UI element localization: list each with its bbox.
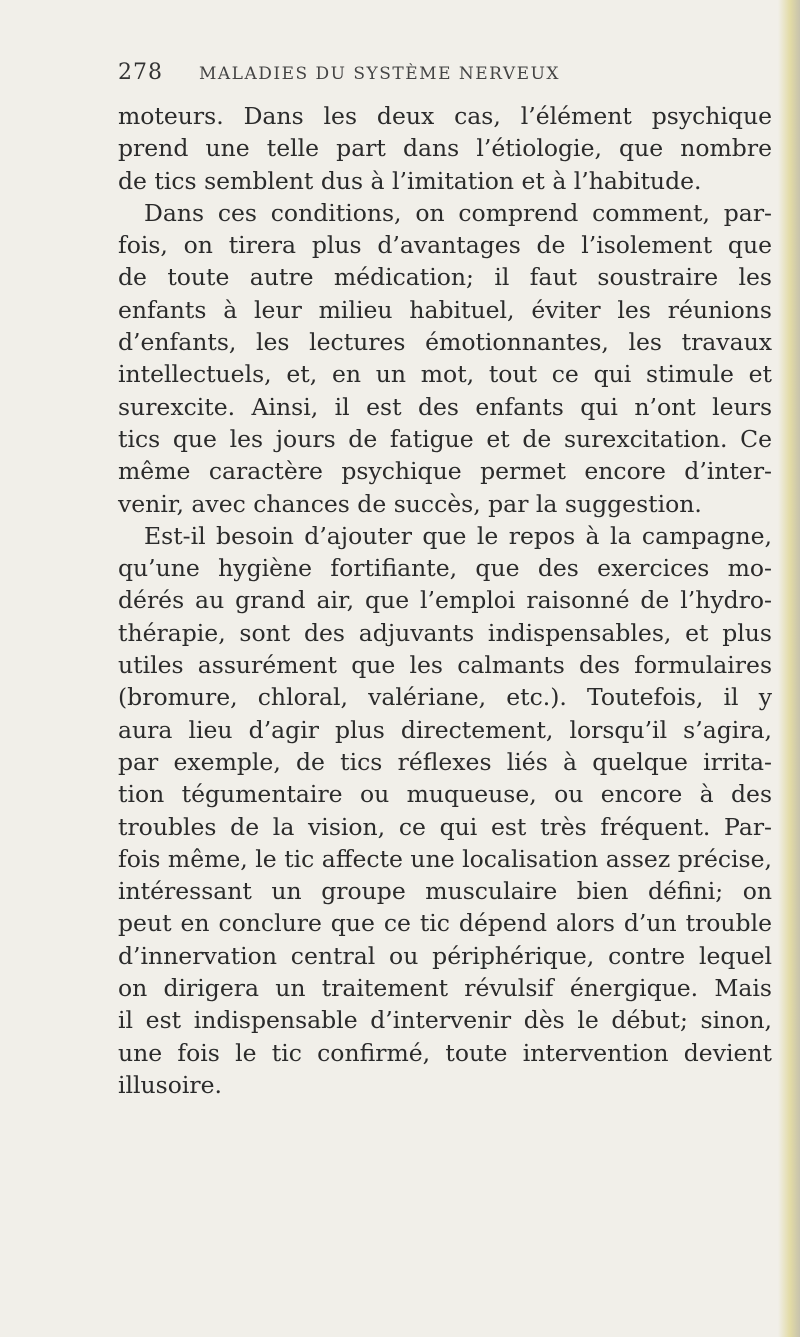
text-line: illusoire.	[118, 1070, 223, 1099]
text-line: peut en conclure que ce tic dépend alors d’un trouble	[118, 909, 772, 938]
text-line: une fois le tic confirmé, toute intervention devient	[118, 1038, 772, 1067]
text-line: tion tégumentaire ou muqueuse, ou encore à des	[118, 780, 772, 809]
running-head: MALADIES DU SYSTÈME NERVEUX	[199, 64, 560, 84]
text-line: thérapie, sont des adjuvants indispensables, et plus	[118, 618, 772, 647]
text-line: aura lieu d’agir plus directement, lorsqu’il s’agira,	[118, 715, 772, 744]
text-line: dérés au grand air, que l’emploi raisonné de l’hydro-	[118, 586, 772, 615]
text-line: enfants à leur milieu habituel, éviter les réunions	[118, 295, 772, 324]
text-line: fois, on tirera plus d’avantages de l’isolement que	[118, 231, 772, 260]
page-number: 278	[118, 60, 163, 85]
text-line: troubles de la vision, ce qui est très fréquent. Par-	[118, 812, 772, 841]
body-text	[118, 100, 772, 1101]
text-line: par exemple, de tics réflexes liés à quelque irrita-	[118, 747, 772, 776]
text-line: d’innervation central ou périphérique, contre lequel	[118, 941, 772, 970]
page-edge-shadow	[778, 0, 800, 1337]
text-line: intellectuels, et, en un mot, tout ce qui stimule et	[118, 360, 772, 389]
text-line: tics que les jours de fatigue et de surexcitation. Ce	[118, 424, 772, 453]
text-line: intéressant un groupe musculaire bien défini; on	[118, 877, 772, 906]
text-line: venir, avec chances de succès, par la suggestion.	[118, 489, 702, 518]
text-line: de tics semblent dus à l’imitation et à l’habitude.	[118, 166, 702, 195]
text-line: Est-il besoin d’ajouter que le repos à la campagne,	[144, 521, 772, 550]
text-line: de toute autre médication; il faut soustraire les	[118, 263, 772, 292]
text-line: moteurs. Dans les deux cas, l’élément psychique	[118, 102, 772, 130]
text-line: il est indispensable d’intervenir dès le début; sinon,	[118, 1006, 772, 1035]
text-line: d’enfants, les lectures émotionnantes, les travaux	[118, 328, 772, 357]
text-line: même caractère psychique permet encore d’inter-	[118, 457, 772, 486]
text-line: on dirigera un traitement révulsif énergique. Mais	[118, 974, 772, 1003]
text-line: (bromure, chloral, valériane, etc.). Toutefois, il y	[118, 683, 772, 712]
text-line: Dans ces conditions, on comprend comment, par-	[144, 198, 772, 227]
text-line: utiles assurément que les calmants des formulaires	[118, 651, 772, 680]
text-line: qu’une hygiène fortifiante, que des exercices mo-	[118, 554, 772, 583]
page-header	[118, 60, 758, 92]
text-line: fois même, le tic affecte une localisation assez précise,	[118, 844, 772, 873]
text-line: surexcite. Ainsi, il est des enfants qui n’ont leurs	[118, 392, 772, 421]
text-line: prend une telle part dans l’étiologie, que nombre	[118, 134, 772, 163]
